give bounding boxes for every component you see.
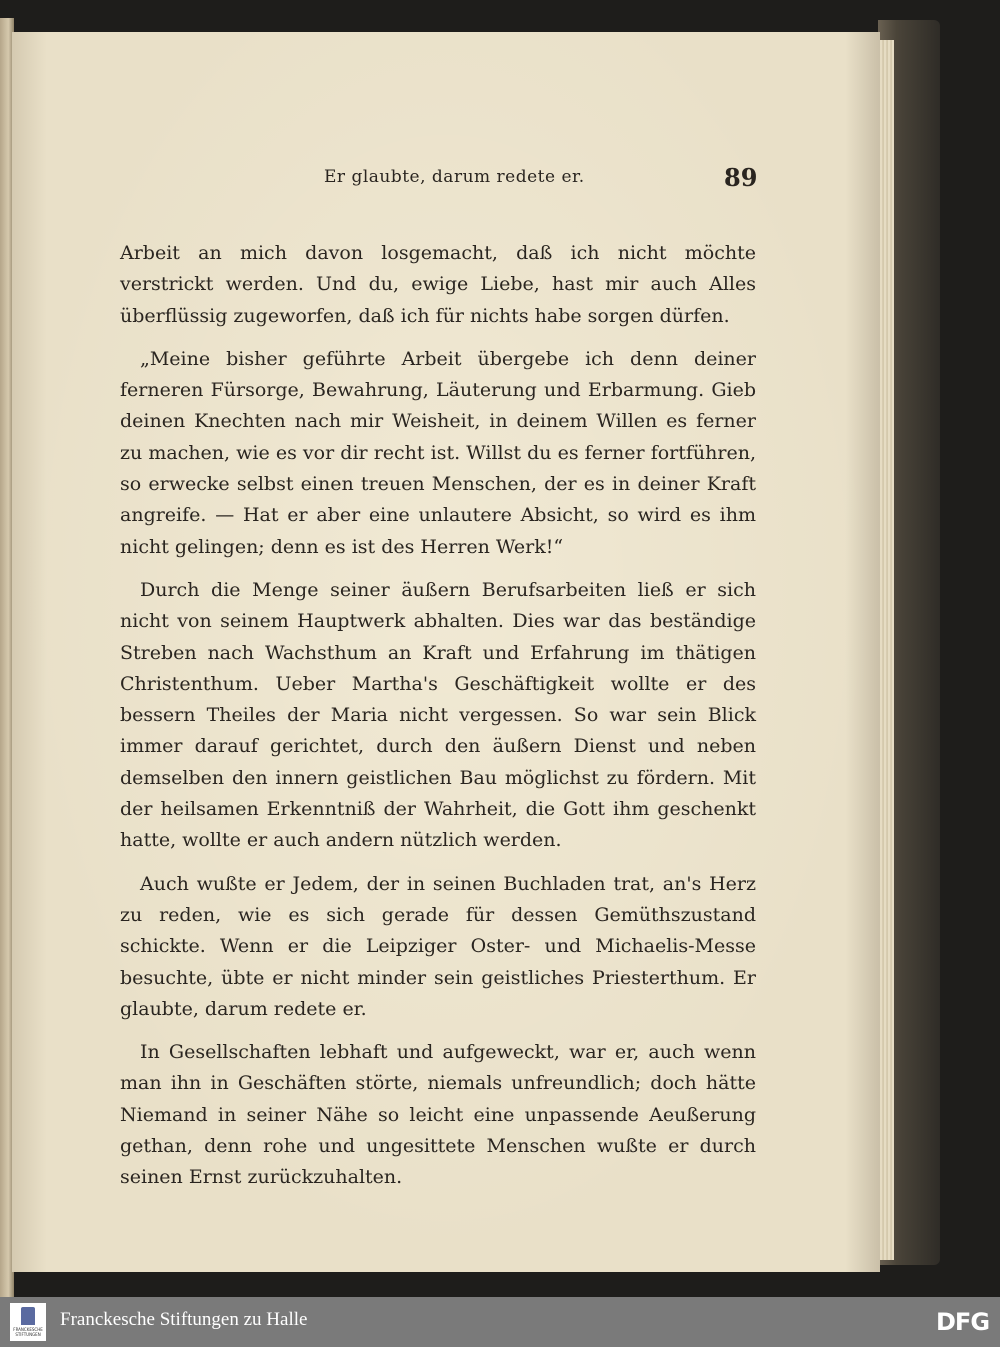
page-number: 89 bbox=[724, 163, 758, 192]
paragraph: In Gesellschaften lebhaft und aufgeweckt, war er, auch wenn man ihn in Geschäften störte, niemals unfreundlich; doch hätte Niemand in seiner Nähe so leicht eine unpassende Aeußerung gethan, denn rohe und ungesittete Menschen wußte er durch seinen Ernst zurückzuhalten. bbox=[120, 1041, 756, 1189]
paragraph: Auch wußte er Jedem, der in seinen Buchladen trat, an's Herz zu reden, wie es sich gerade für dessen Gemüthszustand schickte. Wenn er die Leipziger Oster- und Michaelis-Messe besuchte, übte er nicht minder sein geistliches Priesterthum. Er glaubte, darum redete er. bbox=[120, 872, 756, 1020]
viewer-footer bbox=[0, 1297, 1000, 1347]
institution-logo[interactable] bbox=[10, 1303, 46, 1341]
orphanage-icon bbox=[21, 1307, 35, 1325]
running-title: Er glaubte, darum redete er. bbox=[324, 167, 585, 187]
paragraph: Arbeit an mich davon losgemacht, daß ich nicht möchte verstrickt werden. Und du, ewige Liebe, hast mir auch Alles überflüssig zugeworfen, daß ich für nichts habe sorgen dürfen. bbox=[120, 242, 756, 327]
paragraph: „Meine bisher geführte Arbeit übergebe ich denn deiner ferneren Fürsorge, Bewahrung, Läuterung und Erbarmung. Gieb deinen Knechten nach mir Weisheit, in deinem Willen es ferner zu machen, wie es vor dir recht ist. Willst du es ferner fortführen, so erwecke selbst einen treuen Menschen, der es in deiner Kraft angreife. — Hat er aber eine unlautere Absicht, so wird es ihm nicht gelingen; denn es ist des Herren Werk!“ bbox=[120, 347, 756, 558]
logo-caption: FRANCKESCHE STIFTUNGEN bbox=[13, 1327, 43, 1337]
institution-name[interactable]: Franckesche Stiftungen zu Halle bbox=[60, 1309, 308, 1330]
body-text bbox=[120, 238, 756, 1206]
dfg-logo[interactable]: DFG bbox=[936, 1308, 990, 1336]
paragraph: Durch die Menge seiner äußern Berufsarbeiten ließ er sich nicht von seinem Hauptwerk abhalten. Dies war das beständige Streben nach Wachsthum an Kraft und Erfahrung im thätigen Christenthum. Ueber Martha's Geschäftigkeit wollte er des bessern Theiles der Maria nicht vergessen. So war sein Blick immer darauf gerichtet, durch den äußern Dienst und neben demselben den innern geistlichen Bau möglichst zu fördern. Mit der heilsamen Erkenntniß der Wahrheit, die Gott ihm geschenkt hatte, wollte er auch andern nützlich werden. bbox=[120, 578, 756, 852]
book-page bbox=[12, 32, 880, 1272]
